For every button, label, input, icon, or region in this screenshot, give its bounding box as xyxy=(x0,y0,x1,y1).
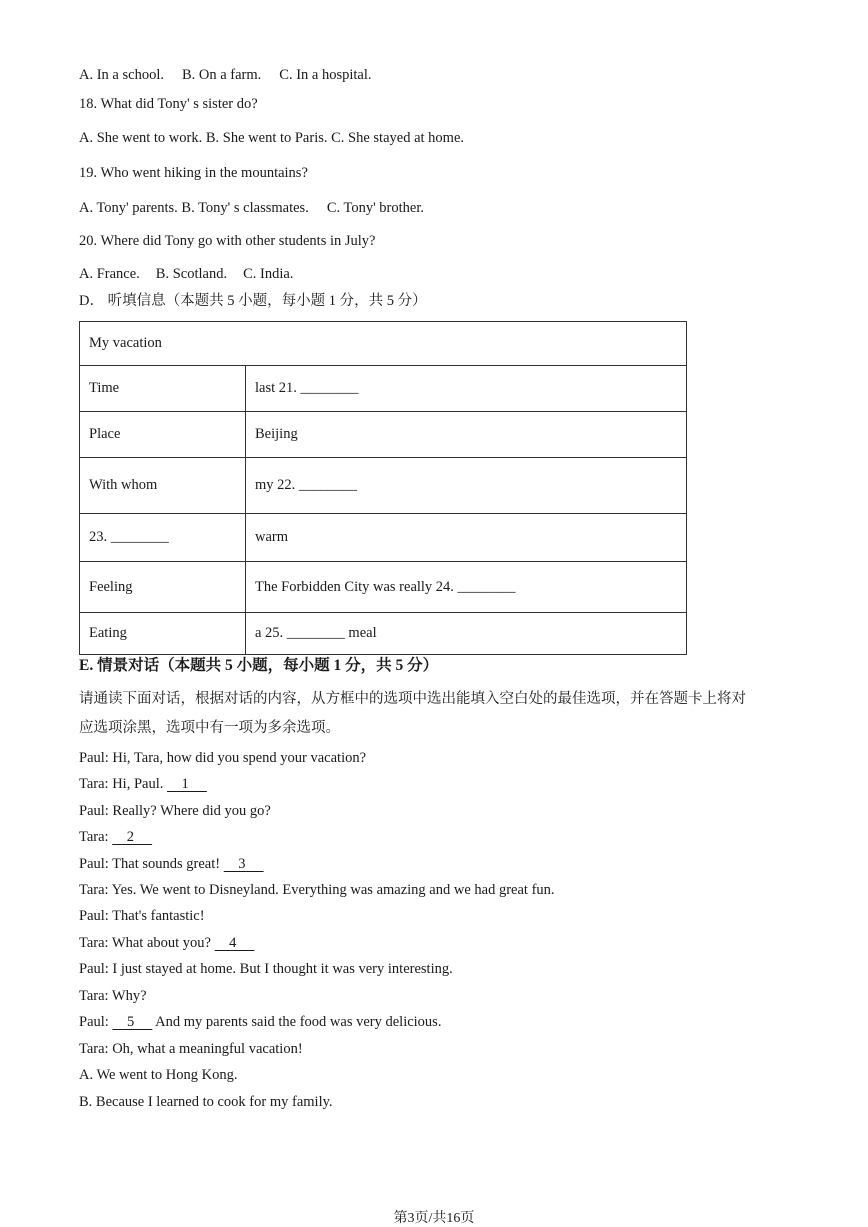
dialogue-line: Tara: What about you? 4 xyxy=(79,935,255,951)
dialogue-line: Paul: 5 And my parents said the food was very delicious. xyxy=(79,1014,442,1030)
row-value: warm xyxy=(246,514,687,562)
row-label: Place xyxy=(80,412,246,458)
q20-option-c: C. India. xyxy=(243,266,294,282)
row-value: The Forbidden City was really 24. ________ xyxy=(246,562,687,613)
q19-option-ab: A. Tony' parents. B. Tony' s classmates. xyxy=(79,200,309,216)
q20-option-b: B. Scotland. xyxy=(155,266,228,282)
q17-options xyxy=(79,66,372,84)
table-row xyxy=(80,366,687,412)
table-title-row xyxy=(80,322,687,366)
row-value: Beijing xyxy=(246,412,687,458)
dialogue-line: Paul: That sounds great! 3 xyxy=(79,856,264,872)
dialogue-line: Tara: Why? xyxy=(79,988,147,1004)
row-label: 23. ________ xyxy=(80,514,246,562)
answer-blank: 3 xyxy=(223,856,264,872)
q20-option-a: A. France. xyxy=(79,266,140,282)
answer-blank: 1 xyxy=(166,776,207,792)
q20-question: 20. Where did Tony go with other students in July? xyxy=(79,233,376,249)
section-e-instruction: 应选项涂黑，选项中有一项为多余选项。 xyxy=(79,720,340,736)
dialogue-line: Paul: Hi, Tara, how did you spend your vacation? xyxy=(79,750,367,766)
table-row xyxy=(80,458,687,514)
dialogue-line: Tara: Oh, what a meaningful vacation! xyxy=(79,1041,303,1057)
q17-option-a: A. In a school. xyxy=(79,67,164,83)
section-d-heading: D． 听填信息（本题共 5 小题，每小题 1 分，共 5 分） xyxy=(79,293,427,309)
dialogue-line: Tara: Yes. We went to Disneyland. Everything was amazing and we had great fun. xyxy=(79,882,555,898)
row-label: Eating xyxy=(80,613,246,655)
row-label: With whom xyxy=(80,458,246,514)
answer-blank: 2 xyxy=(112,829,153,845)
table-title: My vacation xyxy=(80,322,687,366)
dialogue-line: Paul: That's fantastic! xyxy=(79,908,205,924)
dialogue-line: Tara: 2 xyxy=(79,829,153,845)
q19-option-c: C. Tony' brother. xyxy=(326,200,425,216)
answer-blank: 5 xyxy=(112,1014,153,1030)
page-footer: 第3页/共16页 xyxy=(393,1211,475,1226)
q17-option-c: C. In a hospital. xyxy=(279,67,372,83)
vacation-table xyxy=(79,321,687,655)
table-row xyxy=(80,562,687,613)
option-b: B. Because I learned to cook for my family. xyxy=(79,1094,333,1110)
table-row xyxy=(80,412,687,458)
row-value: a 25. ________ meal xyxy=(246,613,687,655)
option-a: A. We went to Hong Kong. xyxy=(79,1067,238,1083)
section-e-instruction: 请通读下面对话，根据对话的内容，从方框中的选项中选出能填入空白处的最佳选项，并在答题卡上将对 xyxy=(79,691,746,707)
row-label: Time xyxy=(80,366,246,412)
dialogue-line: Paul: Really? Where did you go? xyxy=(79,803,271,819)
dialogue-line: Paul: I just stayed at home. But I thought it was very interesting. xyxy=(79,961,453,977)
q17-option-b: B. On a farm. xyxy=(181,67,262,83)
dialogue-line: Tara: Hi, Paul. 1 xyxy=(79,776,207,792)
table-row xyxy=(80,613,687,655)
row-value: last 21. ________ xyxy=(246,366,687,412)
q18-question: 18. What did Tony' s sister do? xyxy=(79,96,258,112)
table-row xyxy=(80,514,687,562)
answer-blank: 4 xyxy=(214,935,255,951)
q20-options xyxy=(79,265,293,283)
row-label: Feeling xyxy=(80,562,246,613)
section-e-heading: E. 情景对话（本题共 5 小题，每小题 1 分，共 5 分） xyxy=(79,657,439,674)
row-value: my 22. ________ xyxy=(246,458,687,514)
q18-options: A. She went to work. B. She went to Paris. C. She stayed at home. xyxy=(79,130,465,146)
q19-options xyxy=(79,199,424,217)
q19-question: 19. Who went hiking in the mountains? xyxy=(79,165,308,181)
